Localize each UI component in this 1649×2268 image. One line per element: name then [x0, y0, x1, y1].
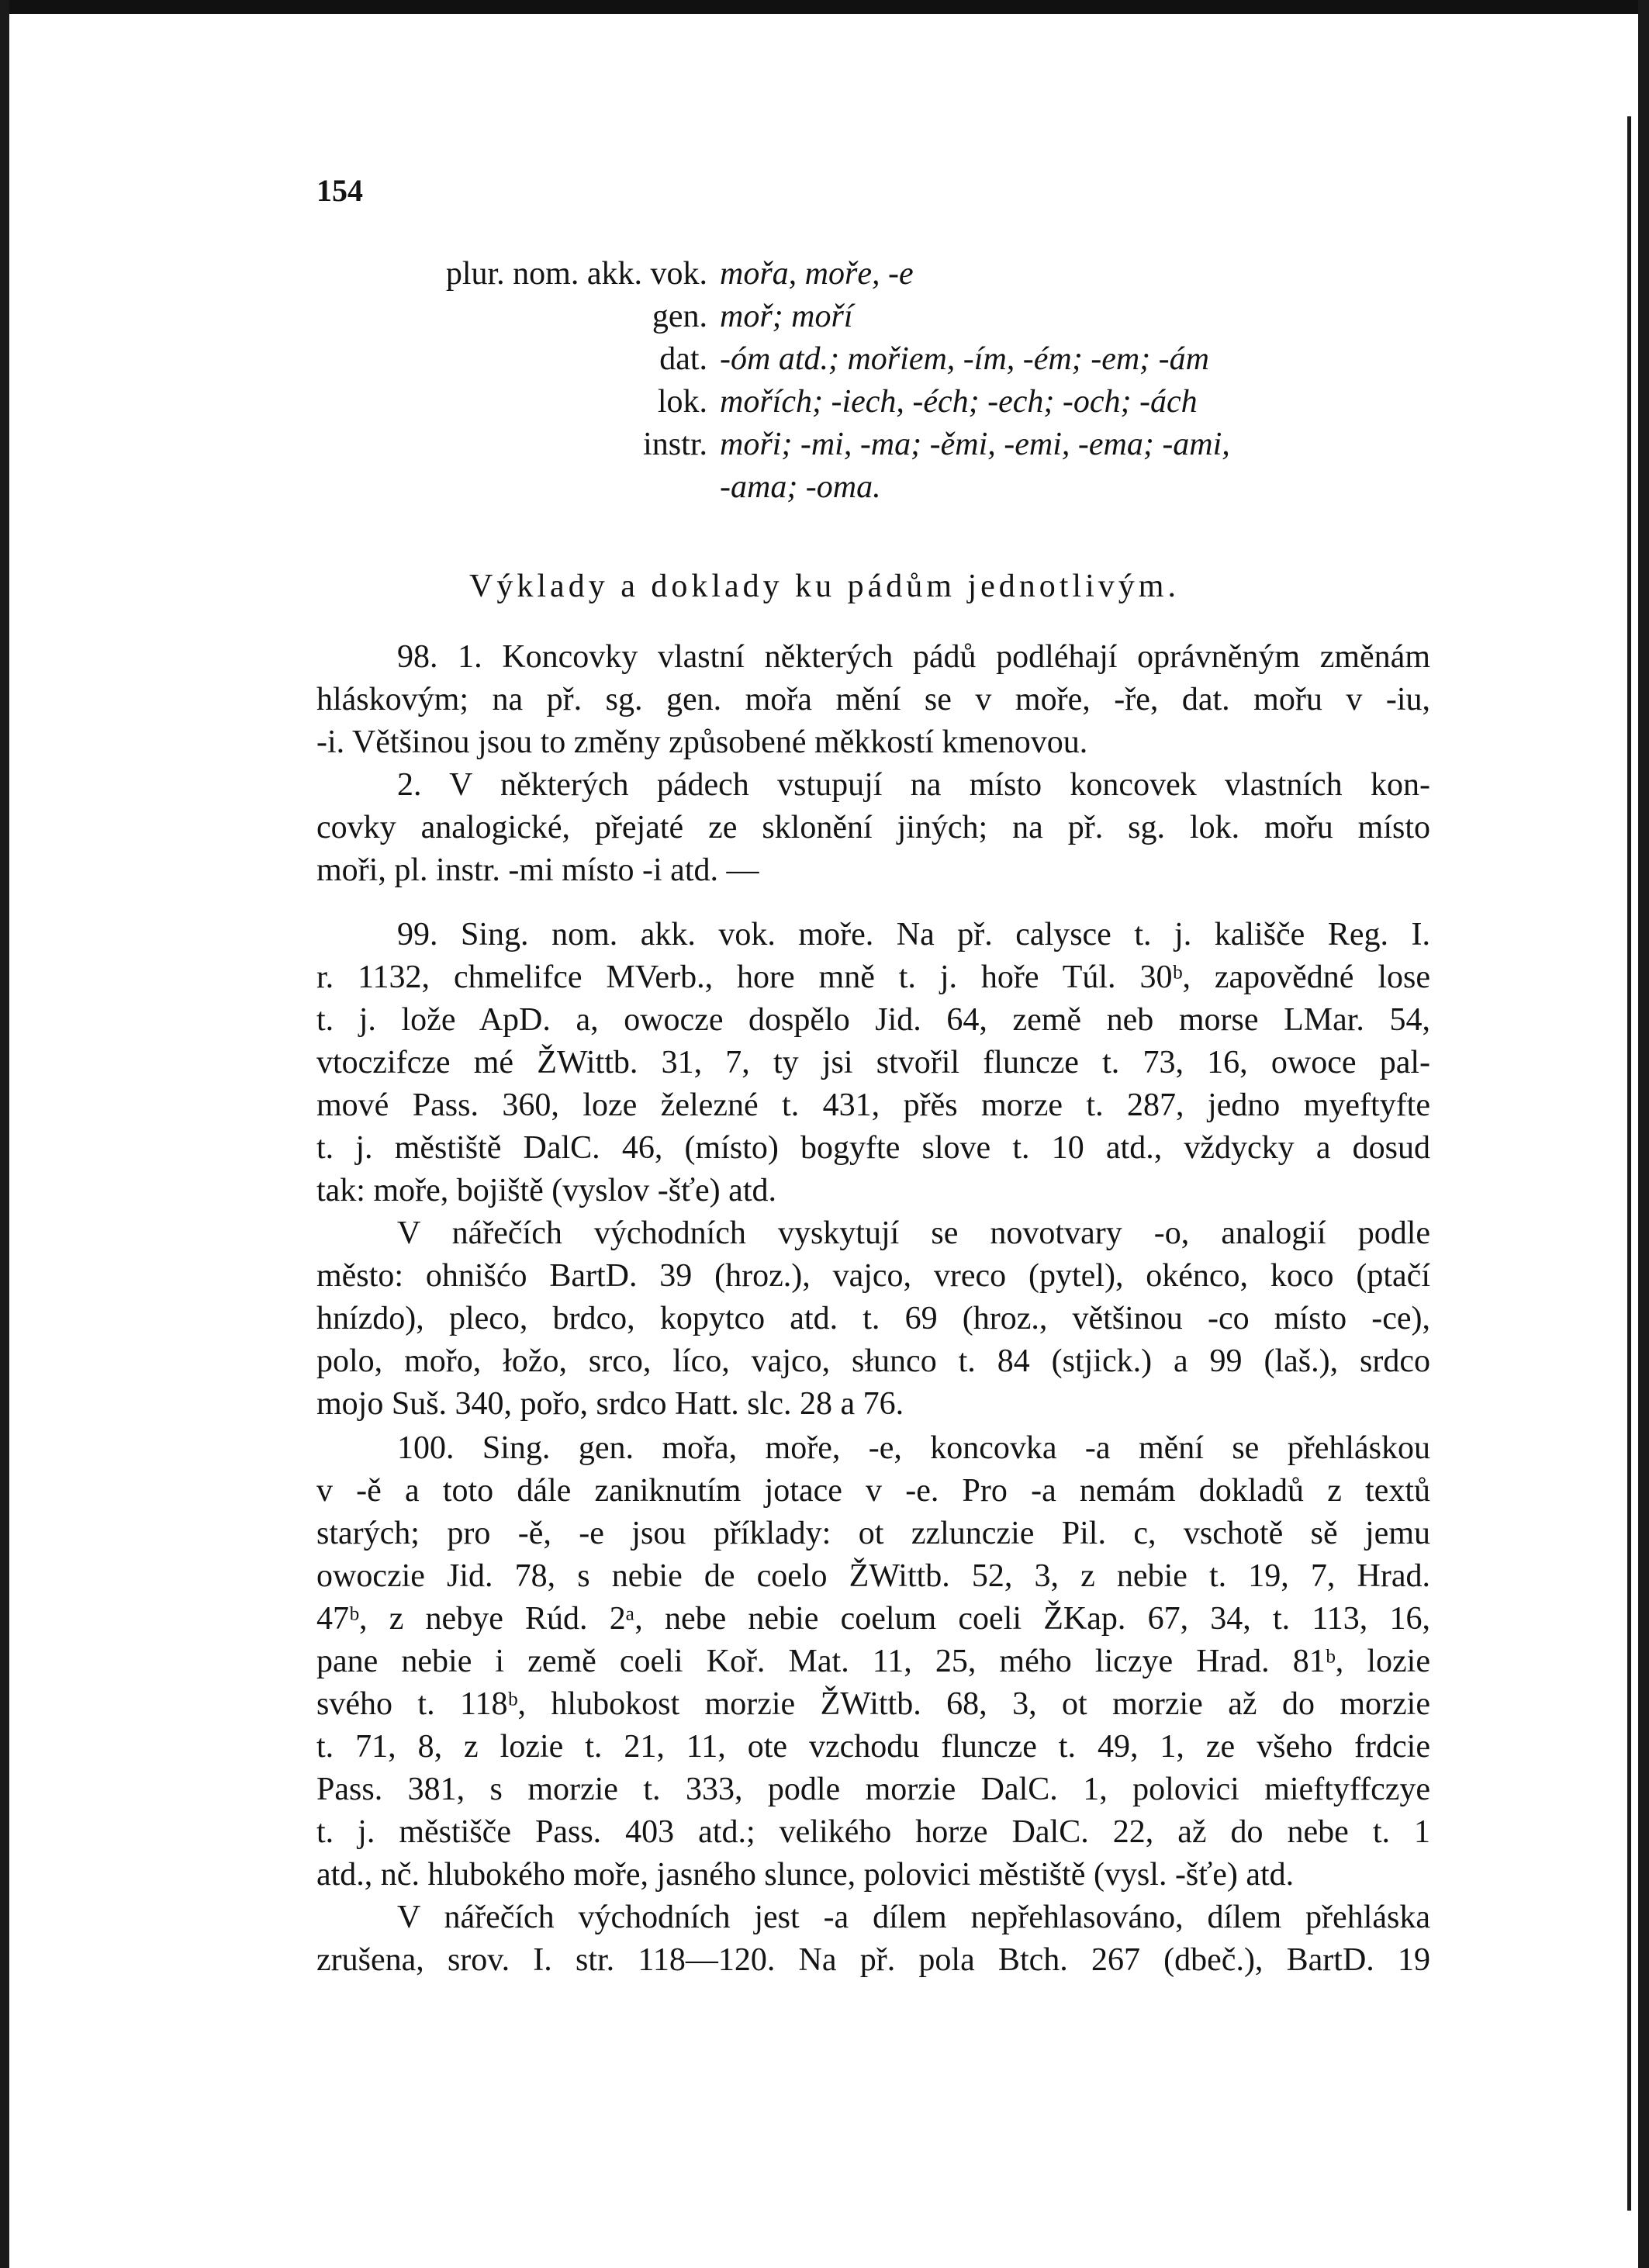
text-line: V nářečích východních vyskytují se novotvary -o, analogií podle: [397, 1215, 1430, 1251]
declension-forms: moř; moří: [720, 299, 853, 334]
text-line: mojo Suš. 340, pořo, srdco Hatt. slc. 28 a 76.: [316, 1386, 904, 1422]
scan-edge-top: [0, 0, 1649, 14]
declension-forms: -ama; -oma.: [720, 469, 881, 505]
scan-edge-right: [1638, 0, 1649, 2268]
declension-forms: mořa, moře, -e: [720, 256, 914, 292]
declension-forms: moři; -mi, -ma; -ěmi, -emi, -ema; -ami,: [720, 427, 1230, 462]
declension-forms: mořích; -iech, -éch; -ech; -och; -ách: [720, 384, 1198, 420]
text-line: starých; pro -ě, -e jsou příklady: ot zzlunczie Pil. c, vschotě sě jemu: [316, 1516, 1430, 1551]
text-line: atd., nč. hlubokého moře, jasného slunce, polovici městiště (vysl. -šťe) atd.: [316, 1857, 1295, 1893]
declension-label: gen.: [652, 299, 707, 334]
text-line: r. 1132, chmelifce MVerb., hore mně t. j. hoře Túl. 30ᵇ, zapovědné lose: [316, 959, 1430, 995]
text-line: hláskovým; na př. sg. gen. mořa mění se v moře, -ře, dat. mořu v -iu,: [316, 682, 1430, 717]
paragraph-98: [316, 636, 1430, 892]
text-line: V nářečích východních jest -a dílem nepřehlasováno, dílem přehláska: [397, 1900, 1430, 1935]
text-line: t. 71, 8, z lozie t. 21, 11, ote vzchodu fluncze t. 49, 1, ze všeho frdcie: [316, 1729, 1430, 1765]
text-line: owoczie Jid. 78, s nebie de coelo ŽWittb. 52, 3, z nebie t. 19, 7, Hrad.: [316, 1558, 1430, 1594]
text-line: -i. Většinou jsou to změny způsobené měkkostí kmenovou.: [316, 724, 1088, 760]
text-line: 100. Sing. gen. mořa, moře, -e, koncovka -a mění se přehláskou: [397, 1430, 1430, 1466]
text-line: vtoczifcze mé ŽWittb. 31, 7, ty jsi stvořil fluncze t. 73, 16, owoce pal-: [316, 1045, 1430, 1080]
text-line: město: ohnišćo BartD. 39 (hroz.), vajco, vreco (pytel), okénco, koco (ptačí: [316, 1258, 1430, 1294]
declension-label: [273, 466, 707, 509]
section-heading: Výklady a doklady ku pádům jednotlivým.: [469, 569, 1180, 604]
text-line: 47ᵇ, z nebye Rúd. 2ᵃ, nebe nebie coelum coeli ŽKap. 67, 34, t. 113, 16,: [316, 1601, 1430, 1637]
text-line: polo, mořo, łožo, srco, líco, vajco, słunco t. 84 (stjick.) a 99 (laš.), srdco: [316, 1343, 1430, 1379]
scan-edge-left: [0, 0, 9, 2268]
page-gutter-line: [1627, 116, 1631, 2211]
text-line: hnízdo), pleco, brdco, kopytco atd. t. 69 (hroz., většinou -co místo -ce),: [316, 1301, 1430, 1336]
declension-label: dat.: [659, 341, 707, 377]
declension-label: instr.: [643, 427, 707, 462]
text-line: zrušena, srov. I. str. 118—120. Na př. pola Btch. 267 (dbeč.), BartD. 19: [316, 1942, 1430, 1978]
page-number: 154: [316, 173, 363, 208]
text-line: v -ě a toto dále zaniknutím jotace v -e. Pro -a nemám dokladů z textů: [316, 1473, 1430, 1509]
declension-label: plur. nom. akk. vok.: [445, 256, 707, 292]
text-line: 98. 1. Koncovky vlastní některých pádů podléhají oprávněným změnám: [397, 639, 1430, 675]
declension-forms: -óm atd.; mořiem, -ím, -ém; -em; -ám: [720, 341, 1209, 377]
text-line: moři, pl. instr. -mi místo -i atd. —: [316, 852, 759, 888]
text-line: t. j. lože ApD. a, owocze dospělo Jid. 64, země neb morse LMar. 54,: [316, 1002, 1430, 1038]
text-line: t. j. městišče Pass. 403 atd.; velikého horze DalC. 22, až do nebe t. 1: [316, 1814, 1430, 1850]
text-line: svého t. 118ᵇ, hlubokost morzie ŽWittb. 68, 3, ot morzie až do morzie: [316, 1686, 1430, 1722]
text-line: mové Pass. 360, loze železné t. 431, přěs morze t. 287, jedno myeftyfte: [316, 1087, 1430, 1123]
text-line: 2. V některých pádech vstupují na místo koncovek vlastních kon-: [397, 767, 1430, 803]
text-line: covky analogické, přejaté ze sklonění jiných; na př. sg. lok. mořu místo: [316, 810, 1430, 845]
paragraph-100: [316, 1427, 1430, 1982]
text-line: 99. Sing. nom. akk. vok. moře. Na př. calysce t. j. kališče Reg. I.: [397, 917, 1430, 952]
text-line: Pass. 381, s morzie t. 333, podle morzie DalC. 1, polovici mieftyffczye: [316, 1772, 1430, 1807]
paragraph-99: [316, 914, 1430, 1426]
text-line: tak: moře, bojiště (vyslov -šťe) atd.: [316, 1173, 776, 1208]
text-line: pane nebie i země coeli Koř. Mat. 11, 25, mého liczye Hrad. 81ᵇ, lozie: [316, 1644, 1430, 1679]
text-line: t. j. městiště DalC. 46, (místo) bogyfte slove t. 10 atd., vždycky a dosud: [316, 1130, 1430, 1166]
declension-label: lok.: [657, 384, 707, 420]
